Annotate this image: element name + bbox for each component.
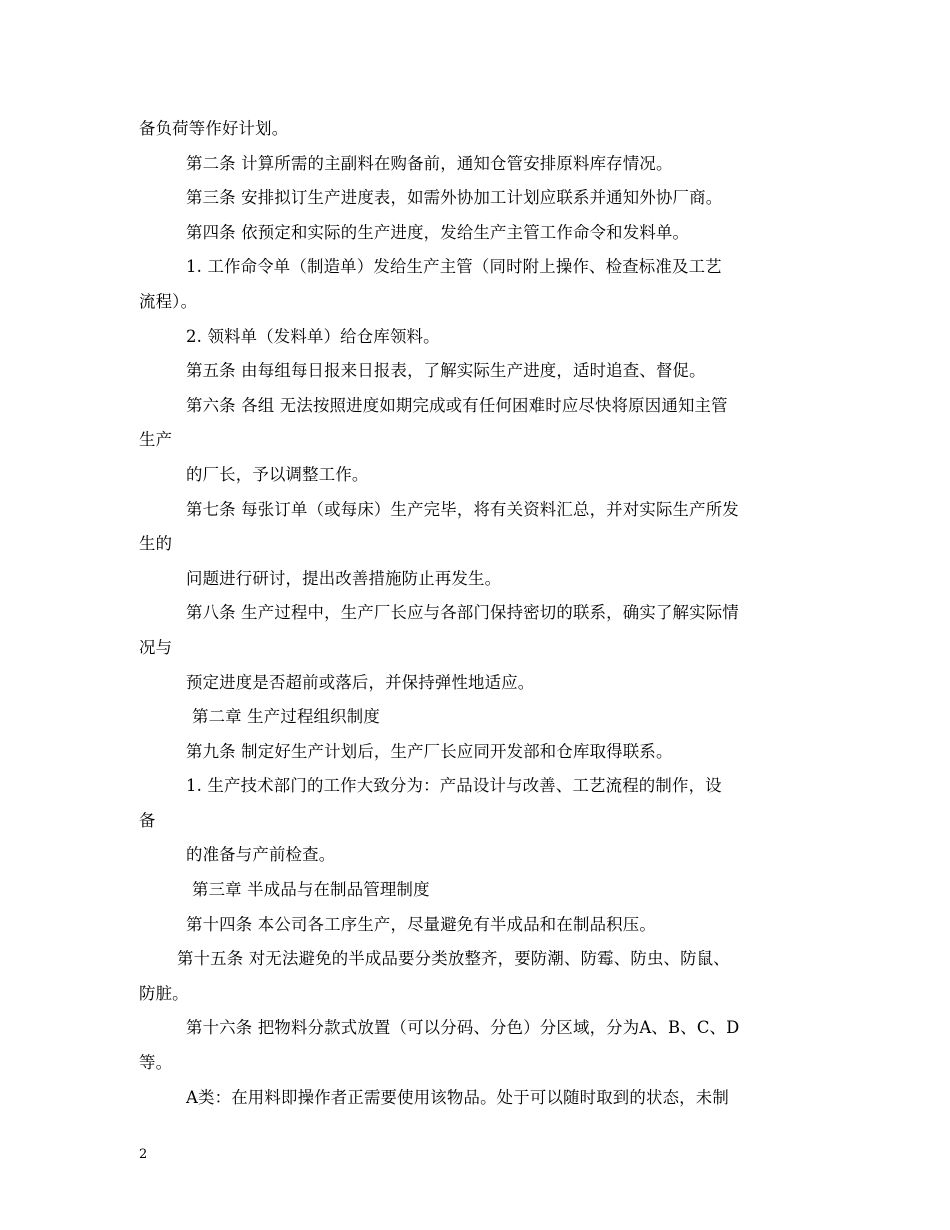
text-line: 等。	[139, 1053, 173, 1073]
text-line: 备负荷等作好计划。	[139, 119, 289, 138]
chapter-heading: 第二章 生产过程组织制度	[192, 707, 380, 727]
text-line: 1. 生产技术部门的工作大致分为：产品设计与改善、工艺流程的制作，设	[186, 776, 722, 796]
text-line: 第二条 计算所需的主副料在购备前，通知仓管安排原料库存情况。	[186, 153, 673, 173]
text-line: 预定进度是否超前或落后，并保持弹性地适应。	[186, 672, 535, 692]
text-line: 2. 领料单（发料单）给仓库领料。	[186, 326, 440, 346]
text-line: 流程）。	[139, 291, 198, 311]
text-line: 第五条 由每组每日报来日报表，了解实际生产进度，适时追查、督促。	[186, 361, 706, 381]
page-number: 2	[139, 1147, 148, 1162]
text-line: 第十六条 把物料分款式放置（可以分码、分色）分区域，分为A、B、C、D	[186, 1018, 740, 1038]
text-line: A类：在用料即操作者正需要使用该物品。处于可以随时取到的状态，未制	[186, 1087, 729, 1107]
text-line: 第六条 各组 无法按照进度如期完成或有任何困难时应尽快将原因通知主管	[186, 395, 728, 415]
body-text	[139, 112, 819, 1115]
text-line: 第八条 生产过程中，生产厂长应与各部门保持密切的联系，确实了解实际情	[186, 603, 739, 623]
text-line: 备	[139, 810, 156, 830]
text-line: 第十四条 本公司各工序生产，尽量避免有半成品和在制品积压。	[186, 914, 656, 934]
text-line: 的准备与产前检查。	[186, 845, 336, 865]
text-line: 1. 工作命令单（制造单）发给生产主管（同时附上操作、检查标准及工艺	[186, 257, 722, 277]
text-line: 生的	[139, 534, 173, 554]
text-line: 第三条 安排拟订生产进度表，如需外协加工计划应联系并通知外协厂商。	[186, 188, 723, 208]
chapter-heading: 第三章 半成品与在制品管理制度	[192, 880, 430, 900]
text-line: 第九条 制定好生产计划后，生产厂长应同开发部和仓库取得联系。	[186, 741, 673, 761]
text-line: 第十五条 对无法避免的半成品要分类放整齐，要防潮、防霉、防虫、防鼠、	[177, 949, 730, 969]
text-line: 的厂长，予以调整工作。	[186, 464, 369, 484]
text-line: 第四条 依预定和实际的生产进度，发给生产主管工作命令和发料单。	[186, 222, 690, 242]
text-line: 问题进行研讨，提出改善措施防止再发生。	[186, 568, 502, 588]
text-line: 况与	[139, 637, 173, 657]
text-line: 第七条 每张订单（或每床）生产完毕，将有关资料汇总，并对实际生产所发	[186, 499, 739, 519]
text-line: 生产	[139, 430, 173, 450]
text-line: 防脏。	[139, 983, 189, 1003]
